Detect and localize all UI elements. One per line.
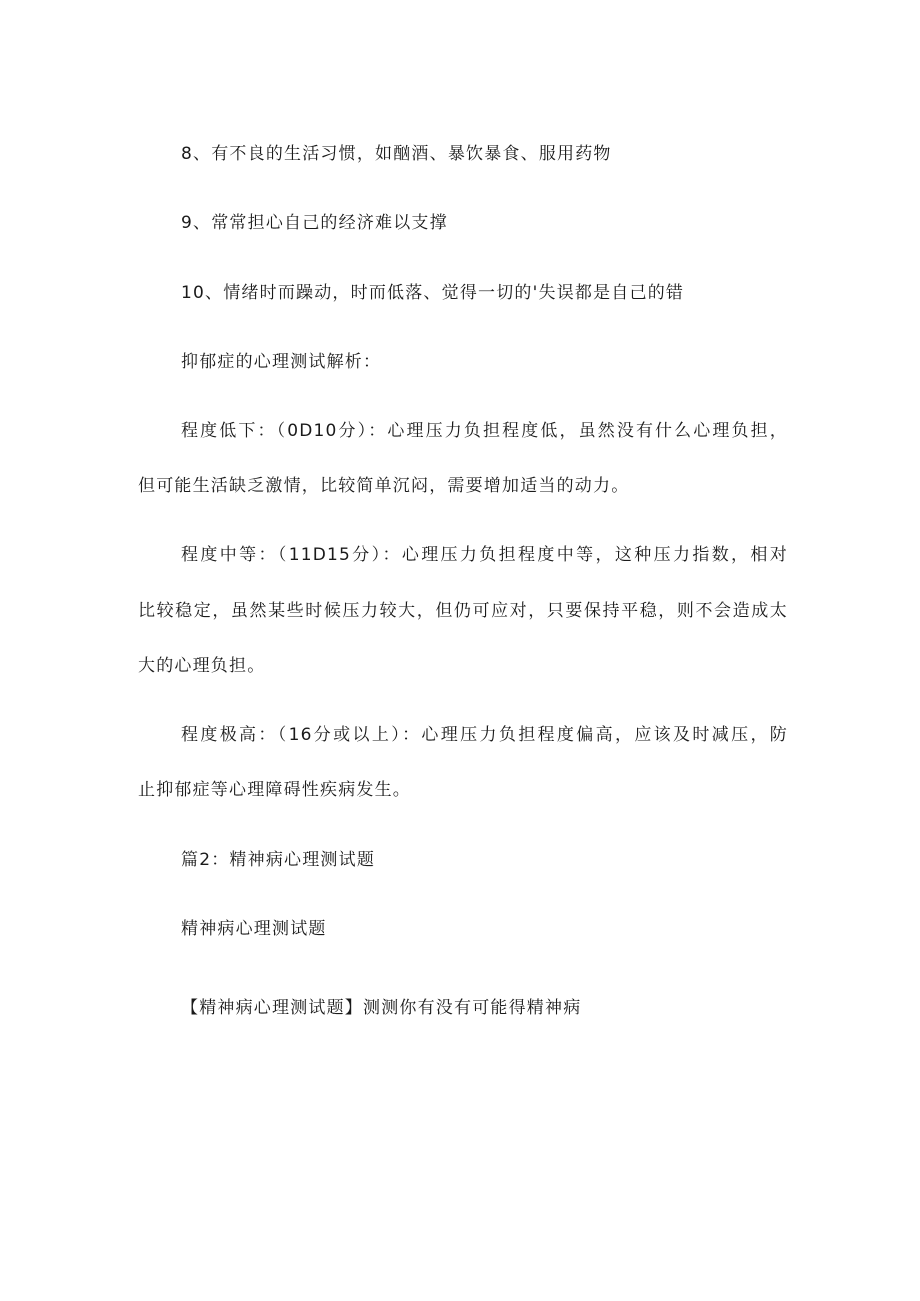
section-2-intro: 【精神病心理测试题】测测你有没有可能得精神病 xyxy=(181,998,582,1018)
level-medium-line-3: 大的心理负担。 xyxy=(138,656,266,676)
list-item-10: 10、情绪时而躁动，时而低落、觉得一切的'失误都是自己的错 xyxy=(181,283,685,303)
level-low-line-2: 但可能生活缺乏激情，比较简单沉闷，需要增加适当的动力。 xyxy=(138,476,630,496)
level-medium-line-1: 程度中等：（11D15分）：心理压力负担程度中等，这种压力指数，相对 xyxy=(181,545,788,565)
level-high-line-1: 程度极高：（16分或以上）：心理压力负担程度偏高，应该及时减压，防 xyxy=(181,725,788,745)
level-low-line-1: 程度低下：（0D10分）：心理压力负担程度低，虽然没有什么心理负担， xyxy=(181,421,788,441)
section-2-subheading: 精神病心理测试题 xyxy=(181,919,327,939)
list-item-8: 8、有不良的生活习惯，如酗酒、暴饮暴食、服用药物 xyxy=(181,144,612,164)
level-medium-line-2: 比较稳定，虽然某些时候压力较大，但仍可应对，只要保持平稳，则不会造成太 xyxy=(138,601,788,621)
analysis-heading: 抑郁症的心理测试解析： xyxy=(181,352,382,372)
section-2-heading: 篇2：精神病心理测试题 xyxy=(181,850,376,870)
level-high-line-2: 止抑郁症等心理障碍性疾病发生。 xyxy=(138,780,411,800)
list-item-9: 9、常常担心自己的经济难以支撑 xyxy=(181,213,448,233)
